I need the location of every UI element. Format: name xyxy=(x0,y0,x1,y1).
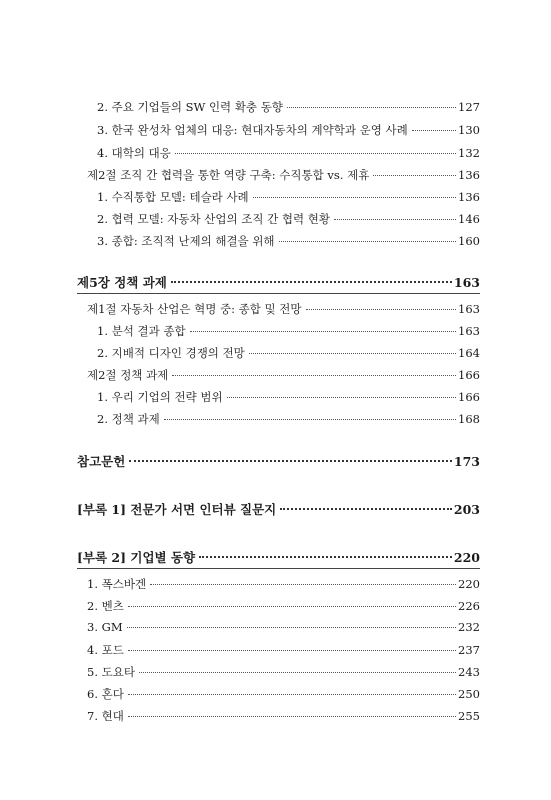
dot-leader xyxy=(253,197,456,198)
toc-entry-title: 제2절 조직 간 협력을 통한 역량 구축: 수직통합 vs. 제휴 xyxy=(87,168,370,182)
toc-entry-page: 127 xyxy=(458,100,480,114)
toc-entry-title: 제2절 정책 과제 xyxy=(87,368,169,382)
dot-leader xyxy=(172,375,456,376)
dot-leader xyxy=(306,309,457,310)
dot-leader xyxy=(175,153,456,154)
dot-leader xyxy=(128,606,456,607)
toc-entry-page: 237 xyxy=(458,643,480,657)
toc-chapter-page: 173 xyxy=(453,454,480,469)
toc-entry xyxy=(97,323,480,339)
dot-leader xyxy=(199,556,452,558)
toc-chapter-title: [부록 1] 전문가 서면 인터뷰 질문지 xyxy=(77,502,277,517)
chapter-divider xyxy=(77,293,480,294)
dot-leader xyxy=(127,627,456,628)
toc-entry-title: 2. 주요 기업들의 SW 인력 확충 동향 xyxy=(97,100,283,114)
toc-entry xyxy=(97,411,480,427)
toc-entry xyxy=(87,686,480,702)
toc-entry-title: 3. GM xyxy=(87,620,123,634)
toc-entry-page: 166 xyxy=(458,368,480,382)
toc-entry-title: 2. 협력 모델: 자동차 산업의 조직 간 협력 현황 xyxy=(97,212,330,226)
dot-leader xyxy=(412,130,456,131)
toc-entry-page: 220 xyxy=(458,577,480,591)
toc-entry xyxy=(87,642,480,658)
toc-chapter-heading xyxy=(77,452,480,470)
toc-chapter-heading xyxy=(77,500,480,518)
toc-entry-title: 1. 우리 기업의 전략 범위 xyxy=(97,390,223,404)
chapter-divider xyxy=(77,568,480,569)
dot-leader xyxy=(280,508,452,510)
toc-entry-page: 250 xyxy=(458,687,480,701)
toc-entry xyxy=(97,189,480,205)
toc-chapter-page: 163 xyxy=(453,275,480,290)
toc-chapter-title: 참고문헌 xyxy=(77,454,126,469)
toc-entry-title: 1. 분석 결과 종합 xyxy=(97,324,186,338)
toc-entry-page: 136 xyxy=(458,168,480,182)
toc-entry-title: 4. 포드 xyxy=(87,643,124,657)
dot-leader xyxy=(249,353,456,354)
toc-chapter-heading xyxy=(77,273,480,291)
toc-entry-title: 제1절 자동차 산업은 혁명 중: 종합 및 전망 xyxy=(87,302,302,316)
toc-entry-title: 4. 대학의 대응 xyxy=(97,146,171,160)
toc-entry xyxy=(87,664,480,680)
toc-entry xyxy=(97,145,480,161)
toc-entry-page: 168 xyxy=(458,412,480,426)
toc-entry xyxy=(97,233,480,249)
toc-entry-page: 146 xyxy=(458,212,480,226)
toc-entry-title: 2. 정책 과제 xyxy=(97,412,160,426)
toc-entry xyxy=(87,598,480,614)
toc-entry-page: 163 xyxy=(458,302,480,316)
toc-entry-title: 6. 혼다 xyxy=(87,687,124,701)
toc-entry-page: 226 xyxy=(458,599,480,613)
toc-entry-title: 1. 폭스바겐 xyxy=(87,577,147,591)
toc-entry-title: 1. 수직통합 모델: 테슬라 사례 xyxy=(97,190,249,204)
toc-entry-title: 5. 도요타 xyxy=(87,665,135,679)
toc-entry-title: 2. 지배적 디자인 경쟁의 전망 xyxy=(97,346,245,360)
dot-leader xyxy=(128,716,456,717)
toc-entry-page: 243 xyxy=(458,665,480,679)
dot-leader xyxy=(128,694,456,695)
toc-chapter-heading xyxy=(77,548,480,566)
dot-leader xyxy=(129,460,452,462)
toc-entry-page: 160 xyxy=(458,234,480,248)
toc-entry-title: 3. 한국 완성차 업체의 대응: 현대자동차의 계약학과 운영 사례 xyxy=(97,123,408,137)
toc-entry xyxy=(87,301,480,317)
toc-entry-page: 136 xyxy=(458,190,480,204)
dot-leader xyxy=(139,672,456,673)
toc-entry xyxy=(97,211,480,227)
toc-entry xyxy=(87,708,480,724)
toc-chapter-page: 203 xyxy=(453,502,480,517)
toc-entry-page: 166 xyxy=(458,390,480,404)
toc-entry-page: 164 xyxy=(458,346,480,360)
toc-entry xyxy=(97,99,480,115)
dot-leader xyxy=(128,650,456,651)
toc-entry-page: 232 xyxy=(458,620,480,634)
dot-leader xyxy=(334,219,456,220)
toc-entry-page: 132 xyxy=(458,146,480,160)
dot-leader xyxy=(150,584,456,585)
toc-entry-page: 130 xyxy=(458,123,480,137)
toc-entry-title: 2. 벤츠 xyxy=(87,599,124,613)
toc-chapter-title: [부록 2] 기업별 동향 xyxy=(77,550,196,565)
toc-entry xyxy=(97,122,480,138)
dot-leader xyxy=(279,241,457,242)
toc-entry-title: 7. 현대 xyxy=(87,709,124,723)
toc-entry-page: 163 xyxy=(458,324,480,338)
toc-chapter-page: 220 xyxy=(453,550,480,565)
toc-entry xyxy=(87,576,480,592)
toc-entry xyxy=(87,367,480,383)
toc-entry xyxy=(87,620,480,634)
dot-leader xyxy=(373,175,456,176)
dot-leader xyxy=(227,397,456,398)
dot-leader xyxy=(190,331,456,332)
dot-leader xyxy=(164,419,456,420)
toc-entry-title: 3. 종합: 조직적 난제의 해결을 위해 xyxy=(97,234,275,248)
toc-chapter-title: 제5장 정책 과제 xyxy=(77,275,167,290)
toc-entry xyxy=(97,389,480,405)
dot-leader xyxy=(287,107,456,108)
toc-entry xyxy=(87,167,480,183)
toc-entry xyxy=(97,345,480,361)
toc-entry-page: 255 xyxy=(458,709,480,723)
dot-leader xyxy=(171,281,452,283)
